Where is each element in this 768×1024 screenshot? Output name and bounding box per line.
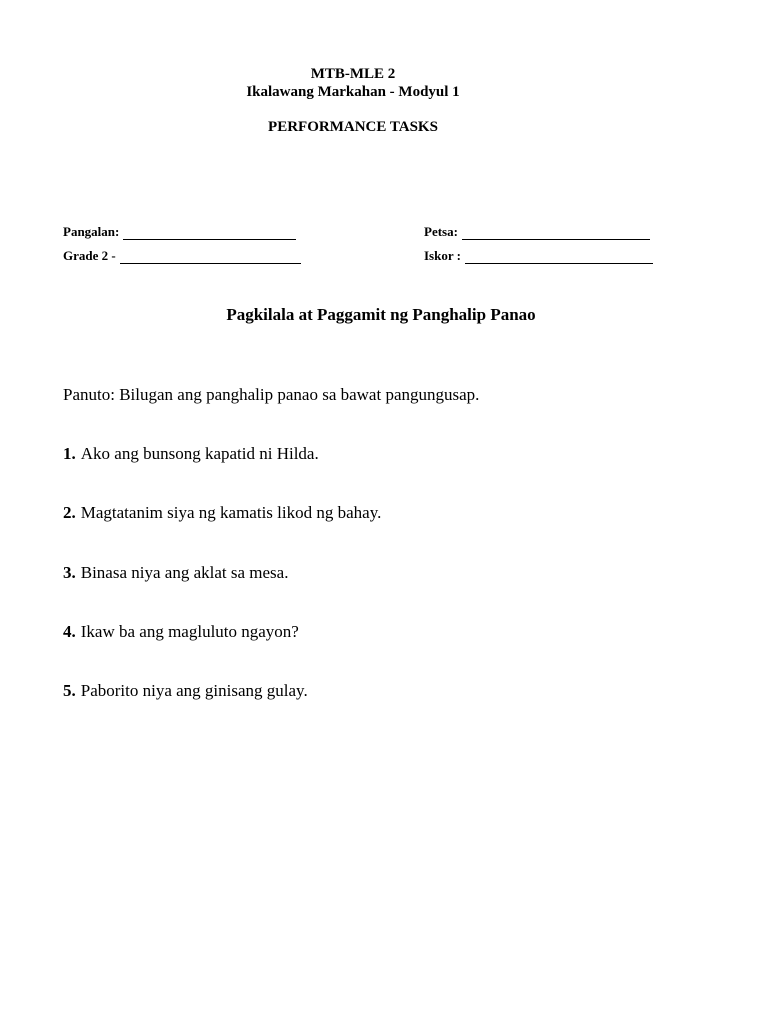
score-field: [424, 248, 653, 264]
item-number: 5.: [63, 681, 76, 700]
item-text: Paborito niya ang ginisang gulay.: [80, 681, 308, 700]
date-label: Petsa:: [424, 224, 458, 239]
list-item: [63, 444, 319, 464]
item-number: 4.: [63, 622, 76, 641]
item-text: Binasa niya ang aklat sa mesa.: [80, 563, 289, 582]
course-title: MTB-MLE 2: [310, 66, 396, 82]
score-blank-line: [465, 252, 653, 264]
list-item: [63, 503, 381, 523]
name-label: Pangalan:: [63, 224, 120, 239]
section-title: PERFORMANCE TASKS: [268, 119, 438, 135]
name-blank-line: [123, 228, 296, 240]
item-number: 1.: [63, 444, 76, 463]
date-field: [424, 224, 650, 240]
name-field: [63, 224, 296, 240]
score-label: Iskor :: [424, 248, 461, 263]
grade-blank-line: [120, 252, 301, 264]
grade-field: [63, 248, 301, 264]
grade-label: Grade 2 -: [63, 248, 116, 263]
item-number: 3.: [63, 563, 76, 582]
directions: Panuto: Bilugan ang panghalip panao sa bawat pangungusap.: [63, 385, 480, 404]
date-blank-line: [462, 228, 650, 240]
item-number: 2.: [63, 503, 76, 522]
list-item: [63, 563, 288, 583]
quarter-module-title: Ikalawang Markahan - Modyul 1: [246, 84, 460, 100]
lesson-subtitle: Pagkilala at Paggamit ng Panghalip Panao: [226, 305, 536, 324]
list-item: [63, 681, 308, 701]
item-text: Ako ang bunsong kapatid ni Hilda.: [80, 444, 319, 463]
item-text: Magtatanim siya ng kamatis likod ng bahay.: [80, 503, 382, 522]
list-item: [63, 622, 299, 642]
item-text: Ikaw ba ang magluluto ngayon?: [80, 622, 299, 641]
